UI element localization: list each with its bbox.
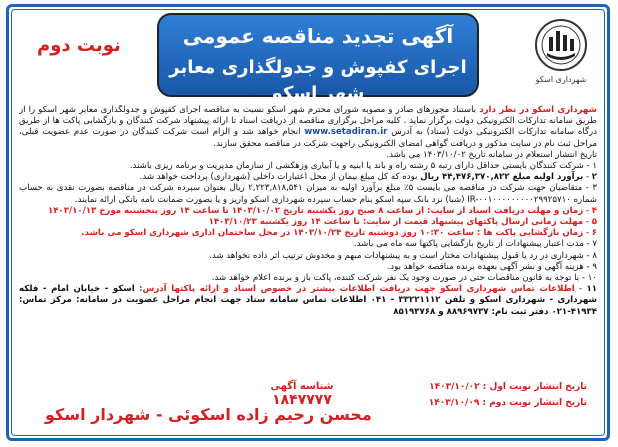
list-item: ۵ - مهلت زمانی ارسال پاکتهای پیشنهاد قیمت از سایت: تا ساعت ۱۴ روز یکشنبه ۱۴۰۳/۱۰/۲۳ <box>208 217 597 228</box>
logo-emblem-icon <box>531 17 591 73</box>
notice-footer <box>9 379 607 441</box>
intro-text-2: انجام خواهد شد و الزام است شرکت کنندگان در صورت عدم عضویت قبلی، مراحل ثبت نام در سایت مذکور و دریافت گواهی امضای الکترونیکی راجهت شرکت در مناقصه محقق سازند. <box>19 127 597 149</box>
list-item: ۴ - زمان و مهلت دریافت اسناد از سایت: از ساعت ۸ صبح روز یکشنبه تاریخ ۱۴۰۳/۱۰/۰۲ تا ساعت ۱۴ روز پنجشنبه مورخ ۱۴۰۳/۱۰/۱۳ <box>47 205 597 216</box>
list-item: ۶ - زمان بازگشایی پاکت ها : ساعت ۱۰:۳۰ روز دوشنبه تاریخ ۱۴۰۳/۱۰/۲۴ در محل ساختمان اداری شهرداری اسکو می باشد. <box>81 228 597 239</box>
notice-header <box>9 7 607 103</box>
ad-id-label: شناسه آگهی <box>270 381 334 392</box>
list-item: ۷ - مدت اعتبار پیشنهادات از تاریخ بازگشایی پاکتها سه ماه می باشد. <box>353 239 597 250</box>
signer-name: محسن رحیم زاده اسکوئی - شهردار اسکو <box>45 405 372 424</box>
title-banner <box>157 13 479 104</box>
intro-text: باستناد مجوزهای صادر و مصوبه شورای محترم شهر اسکو نسبت به مناقصه اجرای کفپوش و جدولگذاری معابر شهر اسکو را از طریق سامانه تدارکات الکترونیکی دولت برگزار نماید . کلیه مراحل برگزاری مناقصه از دریافت اسناد تا ارائه پیشنهاد شرکت کنندگان و بازگشایی پاکت ها از طریق درگاه سامانه تدارکات الکترونیکی دولت (ستاد) به آدرس <box>19 105 597 138</box>
publish-line: تاریخ انتشار استعلام در سامانه تاریخ ۱۴۰۳/۱۰/۰۲ می باشد. <box>386 149 597 160</box>
pub-date-first: تاریخ انتشار نوبت اول : ۱۴۰۳/۱۰/۰۲ <box>429 382 587 392</box>
intro-paragraph <box>19 105 597 150</box>
publication-dates <box>429 379 587 411</box>
notice-body <box>19 105 597 345</box>
ad-id <box>247 381 357 408</box>
pub-date-second: تاریخ انتشار نوبت دوم : ۱۴۰۳/۱۰/۰۹ <box>428 398 587 408</box>
list-item: ۱ - شرکت کنندگان بایستی حداقل دارای رتبه ۵ رشته راه و باند یا ابنیه و یا آبیاری وزهکشی از سازمان مدیریت و برنامه ریزی باشند. <box>129 161 597 172</box>
intro-lead: شهرداری اسکو در نظر دارد <box>479 105 597 115</box>
notice-title: آگهی تجدید مناقصه عمومی <box>182 24 454 48</box>
list-item: ۱۰ - با توجه به قانون مناقصات حتی در صورت وجود یک نفر شرکت کننده، پاکت باز و برنده اعلام خواهد شد. <box>211 273 597 284</box>
list-item: ۱۱ - اطلاعات تماس شهرداری اسکو جهت دریافت اطلاعات بیشتر در خصوص اسناد و ارائه پاکتها آدرس: اسکو - خیابان امام - فلکه شهرداری - شهرداری اسکو و تلفن ۳۳۲۲۱۱۱۲ - ۰۴۱ اطلاعات تماس سامانه ستاد جهت انجام مراحل عضویت در سامانه: مرکز تماس: ۴۱۹۳۴-۰۲۱ دفتر ثبت نام: ۸۸۹۶۹۷۳۷ و ۸۵۱۹۳۷۶۸ <box>19 284 597 317</box>
list-item: ۲ - برآورد اولیه مبلغ ۴۴,۴۷۶,۳۷۰,۸۲۲ ریال بوده که کل مبلغ بیمان از محل اعتبارات داخلی (شهرداری) پرداخت خواهد شد. <box>139 172 597 183</box>
ad-id-value: ۱۸۴۷۷۷۷ <box>272 392 332 408</box>
website-link[interactable]: www.setadiran.ir <box>304 127 388 138</box>
notice-subtitle: اجرای کفپوش و جدولگذاری معابر شهر اسکو <box>169 57 467 104</box>
tender-notice <box>6 4 610 441</box>
logo-caption: شهرداری اسکو <box>535 75 587 84</box>
list-item: ۳ - متقاضیان جهت شرکت در مناقصه می بایست ۵٪ مبلغ برآورد اولیه به میزان ۲,۲۲۳,۸۱۸,۵۴۱ ریال بعنوان سپرده شرکت در مناقصه بصورت نقدی به حساب شماره IR-۰۰۱۰۰۰۰۰۰۰۰۰۲۹۹۲۵۷۱۰ (شبا) نزد بانک سپه اسکو بنام حساب سپرده شهرداری اسکو واریز و یا بصورت ضمانت نامه بانکی ارائه نمایند. <box>19 183 597 205</box>
round-label: نوبت دوم <box>37 35 121 56</box>
list-item: ۸ - شهرداری در رد یا قبول پیشنهادات مختار است و به پیشنهادات مبهم و مخدوش ترتیب اثر داده نخواهد شد. <box>209 250 597 261</box>
municipality-logo <box>529 17 593 85</box>
list-item: ۹ - هزینه آگهی و نشر آگهی بعهده برنده مناقصه خواهد بود. <box>387 261 597 272</box>
